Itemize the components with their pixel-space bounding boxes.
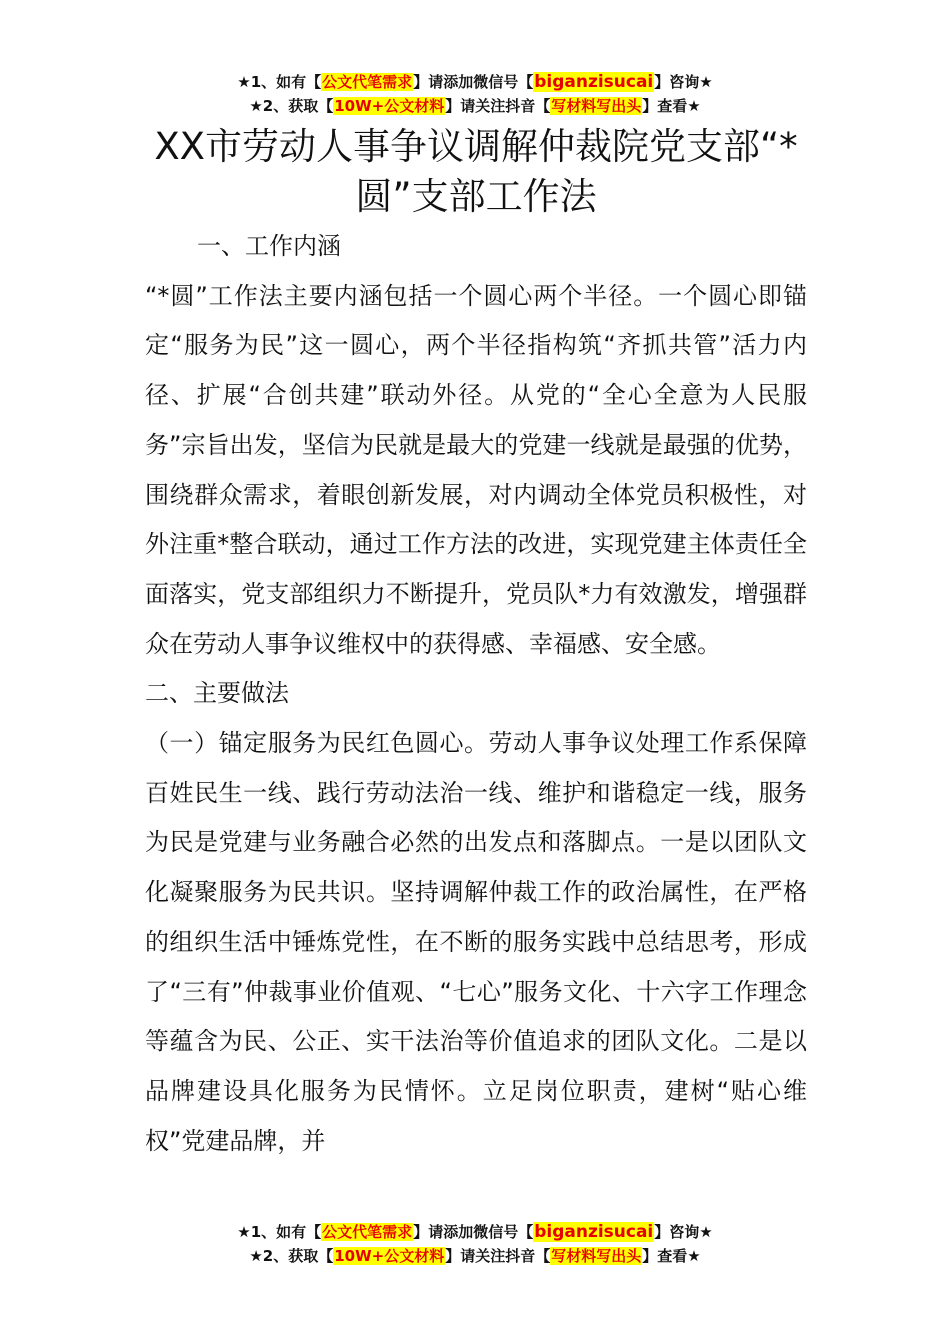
footer-banner — [0, 1220, 950, 1268]
banner-text: 】查看★ — [642, 1247, 701, 1265]
document-title: XX市劳动人事争议调解仲裁院党支部“*圆”支部工作法 — [154, 125, 798, 218]
banner-text: 】请添加微信号【 — [413, 73, 534, 91]
banner-text: ★1、如有【 — [237, 1223, 322, 1241]
banner-text: 】咨询★ — [654, 73, 713, 91]
banner-text: ★2、获取【 — [249, 1247, 334, 1265]
document-body — [145, 222, 807, 1166]
banner-highlight-wechat: biganzisucai — [534, 72, 654, 92]
body-paragraph-2: （一）锚定服务为民红色圆心。劳动人事争议处理工作系保障百姓民生一线、践行劳动法治一线、维护和谐稳定一线，服务为民是党建与业务融合必然的出发点和落脚点。一是以团队文化凝聚服务为民共识。坚持调解仲裁工作的政治属性，在严格的组织生活中锤炼党性，在不断的服务实践中总结思考，形成了“三有”仲裁事业价值观、“七心”服务文化、十六字工作理念等蕴含为民、公正、实干法治等价值追求的团队文化。二是以品牌建设具化服务为民情怀。立足岗位职责，建树“贴心维权”党建品牌，并 — [145, 729, 807, 1155]
banner-text: 】请关注抖音【 — [445, 97, 551, 115]
banner-line-2 — [0, 94, 950, 118]
banner-highlight: 10W+公文材料 — [334, 1247, 445, 1265]
banner-text: 】咨询★ — [654, 1223, 713, 1241]
banner-line-1 — [0, 1220, 950, 1244]
section-heading-1: 一、工作内涵 — [197, 232, 341, 260]
banner-highlight-wechat: biganzisucai — [534, 1222, 654, 1242]
banner-highlight-douyin: 写材料写出头 — [551, 1247, 642, 1265]
banner-text: 】查看★ — [642, 97, 701, 115]
section-heading-2: 二、主要做法 — [145, 679, 289, 708]
banner-highlight: 公文代笔需求 — [322, 73, 413, 91]
banner-text: ★2、获取【 — [249, 97, 334, 115]
body-paragraph-1: “*圆”工作法主要内涵包括一个圆心两个半径。一个圆心即锚定“服务为民”这一圆心，两个半径指构筑“齐抓共管”活力内径、扩展“合创共建”联动外径。从党的“全心全意为人民服务”宗旨出发，坚信为民就是最大的党建一线就是最强的优势，围绕群众需求，着眼创新发展，对内调动全体党员积极性，对外注重*整合联动，通过工作方法的改进，实现党建主体责任全面落实，党支部组织力不断提升，党员队*力有效激发，增强群众在劳动人事争议维权中的获得感、幸福感、安全感。 — [145, 281, 807, 658]
banner-line-2 — [0, 1244, 950, 1268]
banner-highlight: 10W+公文材料 — [334, 97, 445, 115]
banner-text: ★1、如有【 — [237, 73, 322, 91]
banner-line-1 — [0, 70, 950, 94]
banner-highlight: 公文代笔需求 — [322, 1223, 413, 1241]
banner-text: 】请添加微信号【 — [413, 1223, 534, 1241]
header-banner — [0, 70, 950, 118]
banner-text: 】请关注抖音【 — [445, 1247, 551, 1265]
banner-highlight-douyin: 写材料写出头 — [551, 97, 642, 115]
